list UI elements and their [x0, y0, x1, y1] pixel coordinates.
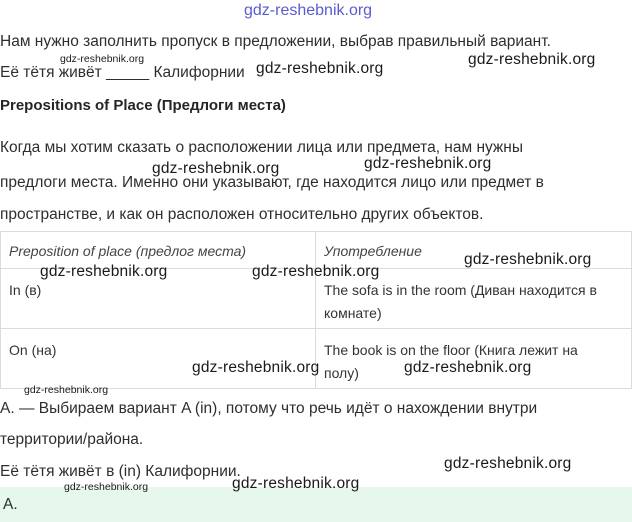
usage-line: полу): [324, 365, 359, 381]
rule-text-line-1: Когда мы хотим сказать о расположении лица или предмета, нам нужны: [0, 139, 523, 156]
watermark: gdz-reshebnik.org: [464, 251, 592, 268]
watermark: gdz-reshebnik.org: [468, 51, 596, 68]
watermark: gdz-reshebnik.org: [364, 155, 492, 172]
table-header-preposition: Preposition of place (предлог места): [1, 232, 316, 269]
watermark: gdz-reshebnik.org: [256, 60, 384, 77]
task-sentence: Её тётя живёт _____ Калифорнии: [0, 64, 245, 81]
preposition-on: On (на): [9, 342, 57, 358]
preposition-in: In (в): [9, 282, 42, 298]
rule-text-line-2: предлоги места. Именно они указывают, где находится лицо или предмет в: [0, 174, 544, 191]
watermark: gdz-reshebnik.org: [404, 359, 532, 376]
watermark: gdz-reshebnik.org: [192, 359, 320, 376]
table-header-usage: Употребление: [316, 232, 632, 269]
task-instruction: Нам нужно заполнить пропуск в предложении, выбрав правильный вариант.: [0, 33, 551, 50]
watermark: gdz-reshebnik.org: [252, 263, 380, 280]
watermark: gdz-reshebnik.org: [40, 263, 168, 280]
rule-text-line-3: пространстве, и как он расположен относительно других объектов.: [0, 206, 484, 223]
watermark: gdz-reshebnik.org: [60, 53, 145, 65]
usage-line: The book is on the floor (Книга лежит на: [324, 342, 578, 358]
top-watermark: gdz-reshebnik.org: [244, 2, 373, 19]
answer-label: A.: [3, 496, 18, 513]
watermark: gdz-reshebnik.org: [444, 455, 572, 472]
explanation-answer-sentence: Её тётя живёт в (in) Калифорнии.: [0, 463, 241, 480]
rule-heading: Prepositions of Place (Предлоги места): [0, 97, 286, 114]
usage-line: комнате): [324, 305, 382, 321]
watermark: gdz-reshebnik.org: [232, 475, 360, 492]
watermark: gdz-reshebnik.org: [152, 160, 280, 177]
usage-line: The sofa is in the room (Диван находится в: [324, 282, 597, 298]
watermark: gdz-reshebnik.org: [64, 481, 149, 493]
watermark: gdz-reshebnik.org: [24, 384, 109, 396]
explanation-line-2: территории/района.: [0, 431, 144, 448]
explanation-line-1: A. — Выбираем вариант A (in), потому что речь идёт о нахождении внутри: [0, 400, 538, 417]
